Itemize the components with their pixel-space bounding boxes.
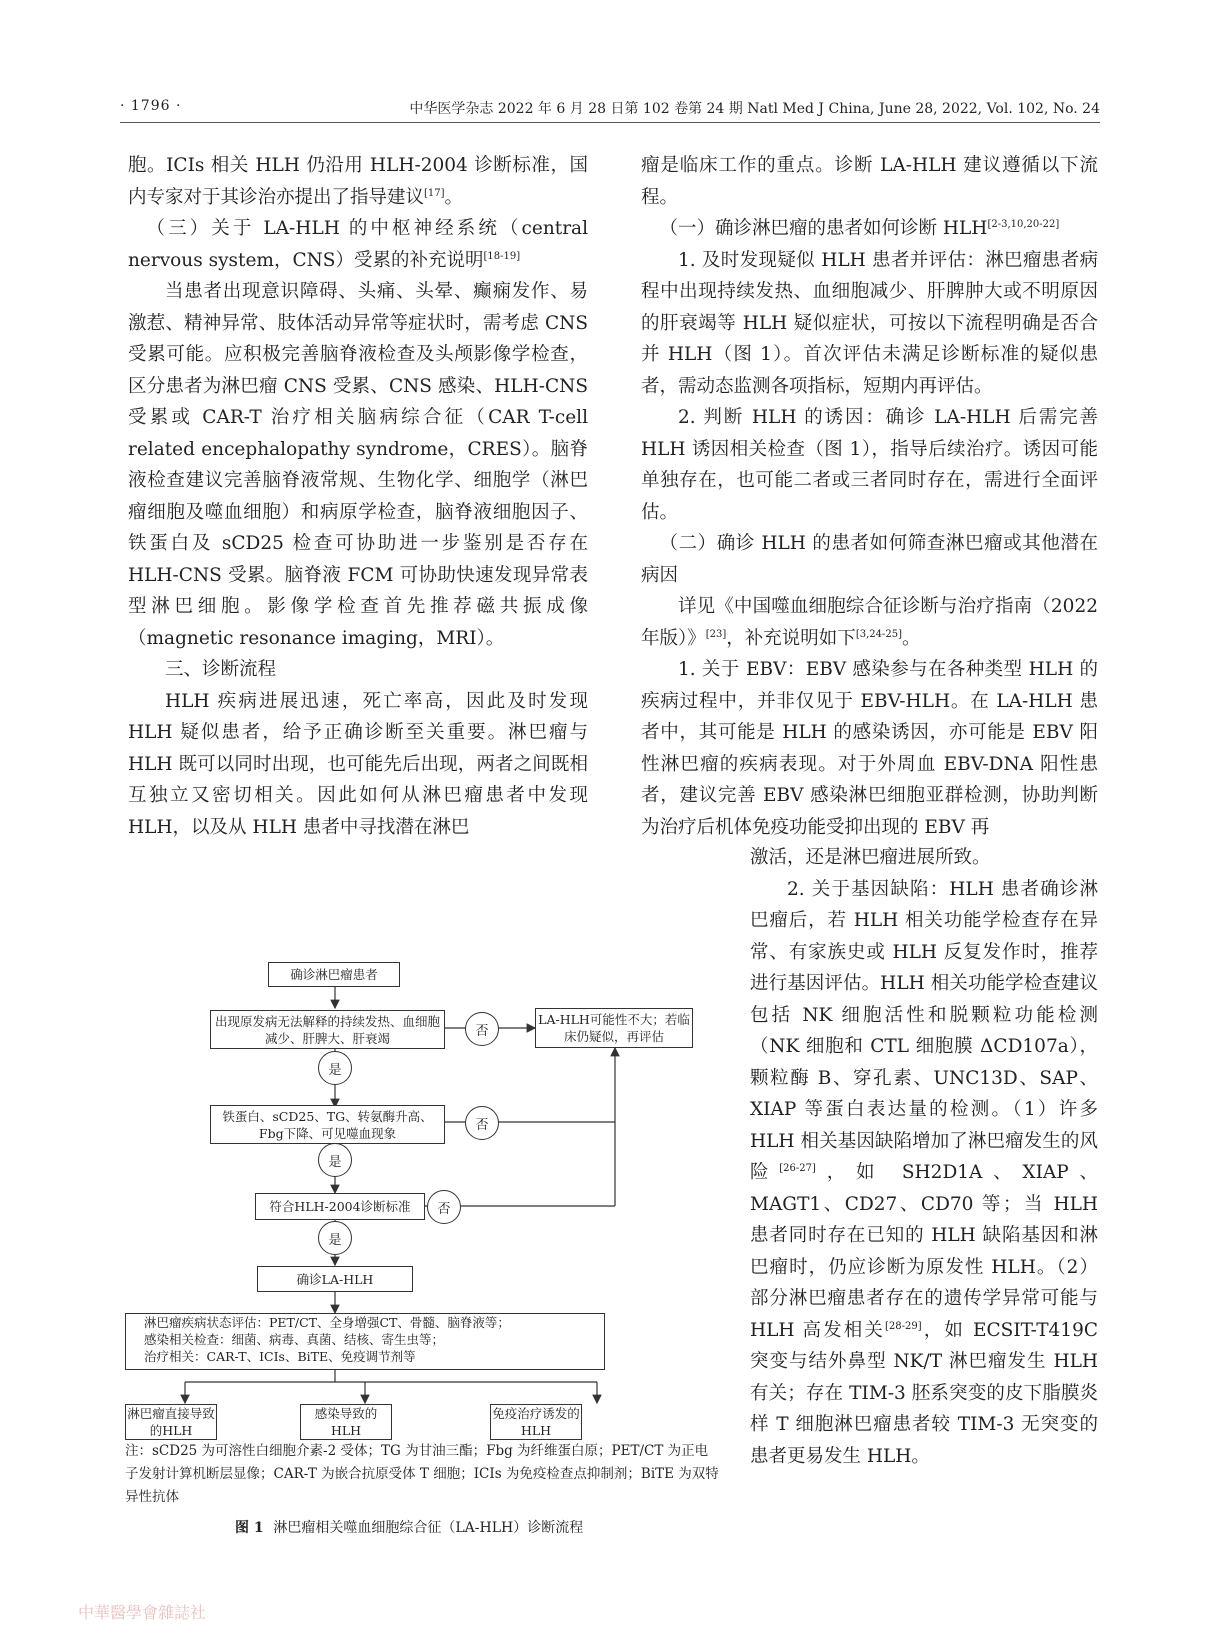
text: 。 (444, 186, 464, 208)
right-paragraph-1: 1. 及时发现疑似 HLH 患者并评估：淋巴瘤患者病程中出现持续发热、血细胞减少、肝脾肿大或不明原因的肝衰竭等 HLH 疑似症状，可按以下流程明确是否合并 HLH（图 1）。首次评估未满足诊断标准的疑似患者，需动态监测各项指标，短期内再评估。 (641, 249, 1098, 397)
reference: [23] (705, 628, 727, 640)
flow-outcome-immunotherapy: 免疫治疗诱发的HLH (490, 1404, 582, 1440)
left-column (128, 150, 588, 843)
text: （一）确诊淋巴瘤的患者如何诊断 HLH (659, 218, 988, 239)
journal-info: 中华医学杂志 2022 年 6 月 28 日第 102 卷第 24 期 Natl Med J China, June 28, 2022, Vol. 102, No. 24 (409, 101, 1100, 117)
flow-evaluation-box (125, 1313, 605, 1370)
left-paragraph-3: HLH 疾病进展迅速，死亡率高，因此及时发现 HLH 疑似患者，给予正确诊断至关重要。淋巴瘤与 HLH 既可以同时出现，也可能先后出现，两者之间既相互独立又密切相关。因此如何从淋巴瘤患者中发现 HLH，以及从 HLH 患者中寻找潜在淋巴 (128, 690, 588, 838)
flow-unlikely-box: LA-HLH可能性不大；若临床仍疑似，再评估 (535, 1008, 693, 1048)
right-column-top (641, 150, 1098, 843)
reference: [18-19] (483, 250, 521, 262)
section-heading-diagnosis: 三、诊断流程 (165, 659, 277, 680)
page-number: · 1796 · (120, 98, 182, 114)
right-paragraph-3 (641, 591, 1098, 654)
flow-no-circle-2: 否 (465, 1106, 499, 1140)
flow-lab-box: 铁蛋白、sCD25、TG、转氨酶升高、Fbg下降、可见噬血现象 (210, 1105, 445, 1144)
text: ，如 SH2D1A、XIAP、MAGT1、CD27、CD70 等；当 HLH 患者同时存在已知的 HLH 缺陷基因和淋巴瘤时，仍应诊断为原发性 HLH。（2）部分淋巴瘤患者存在的遗传学异常可能与 HLH 高发相关 (750, 1162, 1098, 1341)
text: ，如 ECSIT-T419C 突变与结外鼻型 NK/T 淋巴瘤发生 HLH 有关；存在 TIM-3 胚系突变的皮下脂膜炎样 T 细胞淋巴瘤患者较 TIM-3 无突变的患者更易发生 HLH。 (750, 1319, 1098, 1467)
flow-eval-line-1: 淋巴瘤疾病状态评估：PET/CT、全身增强CT、骨髓、脑脊液等； (144, 1315, 510, 1330)
flow-yes-circle-1: 是 (318, 1051, 352, 1085)
text: （三）关于 LA-HLH 的中枢神经系统（central nervous system，CNS）受累的补充说明 (128, 218, 588, 271)
flow-outcome-lymphoma: 淋巴瘤直接导致的HLH (125, 1404, 217, 1440)
flow-outcome-infection: 感染导致的HLH (300, 1404, 392, 1440)
reference: [3,24-25] (855, 628, 902, 640)
figure-note: 注：sCD25 为可溶性白细胞介素-2 受体；TG 为甘油三酯；Fbg 为纤维蛋白原；PET/CT 为正电子发射计算机断层显像；CAR-T 为嵌合抗原受体 T 细胞；ICIs 为免疫检查点抑制剂；BiTE 为双特异性抗体 (125, 1443, 719, 1505)
flow-eval-line-3: 治疗相关：CAR-T、ICIs、BiTE、免疫调节剂等 (144, 1349, 416, 1364)
flow-no-circle-1: 否 (465, 1012, 499, 1046)
right-paragraph-4: 1. 关于 EBV：EBV 感染参与在各种类型 HLH 的疾病过程中，并非仅见于 EBV-HLH。在 LA-HLH 患者中，其可能是 HLH 的感染诱因，亦可能是 EBV 阳性淋巴瘤的疾病表现。对于外周血 EBV-DNA 阳性患者，建议完善 EBV 感染淋巴细胞亚群检测，协助判断为治疗后机体免疫功能受抑出现的 EBV 再 (641, 659, 1098, 838)
flow-yes-circle-2: 是 (318, 1143, 352, 1177)
reference: [26-27] (779, 1162, 816, 1174)
left-paragraph-1 (128, 150, 588, 213)
text: 2. 关于基因缺陷：HLH 患者确诊淋巴瘤后，若 HLH 相关功能学检查存在异常、有家族史或 HLH 反复发作时，推荐进行基因评估。HLH 相关功能学检查建议包括 NK 细胞活性和脱颗粒功能检测（NK 细胞和 CTL 细胞膜 ΔCD107a），颗粒酶 B、穿孔素、UNC13D、SAP、XIAP 等蛋白表达量的检测。（1）许多 HLH 相关基因缺陷增加了淋巴瘤发生的风险 (750, 878, 1098, 1183)
reference: [2-3,10,20-22] (987, 218, 1060, 230)
text: 。 (901, 627, 921, 649)
flow-start-box: 确诊淋巴瘤患者 (268, 962, 400, 987)
subsection-heading-1 (641, 213, 1098, 245)
right-paragraph-0: 瘤是临床工作的重点。诊断 LA-HLH 建议遵循以下流程。 (641, 155, 1098, 208)
right-paragraph-4-cont: 激活，还是淋巴瘤进展所致。 (750, 847, 991, 868)
flow-no-circle-3: 否 (427, 1190, 461, 1224)
diagnosis-flowchart (125, 900, 725, 1440)
publisher-logo: 中華醫學會雜誌社 (78, 1603, 207, 1622)
flow-confirm-box: 确诊LA-HLH (257, 1266, 413, 1292)
flow-symptoms-box: 出现原发病无法解释的持续发热、血细胞减少、肝脾大、肝衰竭 (210, 1010, 445, 1049)
caption-text: 淋巴瘤相关噬血细胞综合征（LA-HLH）诊断流程 (273, 1520, 584, 1536)
section-heading-cns (128, 213, 588, 276)
subsection-heading-2: （二）确诊 HLH 的患者如何筛查淋巴瘤或其他潜在病因 (641, 533, 1098, 586)
right-paragraph-2: 2. 判断 HLH 的诱因：确诊 LA-HLH 后需完善 HLH 诱因相关检查（图 1），指导后续治疗。诱因可能单独存在，也可能二者或三者同时存在，需进行全面评估。 (641, 407, 1098, 523)
right-paragraph-5 (750, 874, 1098, 1473)
text: 详见《中国噬血细胞综合征诊断与治疗指南（2022 年版）》 (641, 596, 1098, 649)
figure-caption (235, 1517, 583, 1537)
page-header (120, 98, 1100, 124)
caption-number: 图 1 (235, 1520, 264, 1536)
left-paragraph-2: 当患者出现意识障碍、头痛、头晕、癫痫发作、易激惹、精神异常、肢体活动异常等症状时，需考虑 CNS 受累可能。应积极完善脑脊液检查及头颅影像学检查，区分患者为淋巴瘤 CNS 受累、CNS 感染、HLH-CNS 受累或 CAR-T 治疗相关脑病综合征（CAR T-cell related encephalopathy syndrome，CRES）。脑脊液检查建议完善脑脊液常规、生物化学、细胞学（淋巴瘤细胞及噬血细胞）和病原学检查，脑脊液细胞因子、铁蛋白及 sCD25 检查可协助进一步鉴别是否存在 HLH-CNS 受累。脑脊液 FCM 可协助快速发现异常表型淋巴细胞。影像学检查首先推荐磁共振成像（magnetic resonance imaging，MRI）。 (128, 281, 588, 649)
reference: [28-29] (885, 1320, 922, 1332)
header-rule (120, 122, 1100, 123)
text: 胞。ICIs 相关 HLH 仍沿用 HLH-2004 诊断标准，国内专家对于其诊治亦提出了指导建议 (128, 155, 588, 208)
right-column-bottom (750, 842, 1098, 1472)
flow-yes-circle-3: 是 (318, 1221, 352, 1255)
flow-criteria-box: 符合HLH-2004诊断标准 (255, 1193, 425, 1220)
text: ，补充说明如下 (726, 627, 856, 649)
flow-eval-line-2: 感染相关检查：细菌、病毒、真菌、结核、寄生虫等； (144, 1332, 445, 1347)
reference: [17] (424, 187, 445, 199)
